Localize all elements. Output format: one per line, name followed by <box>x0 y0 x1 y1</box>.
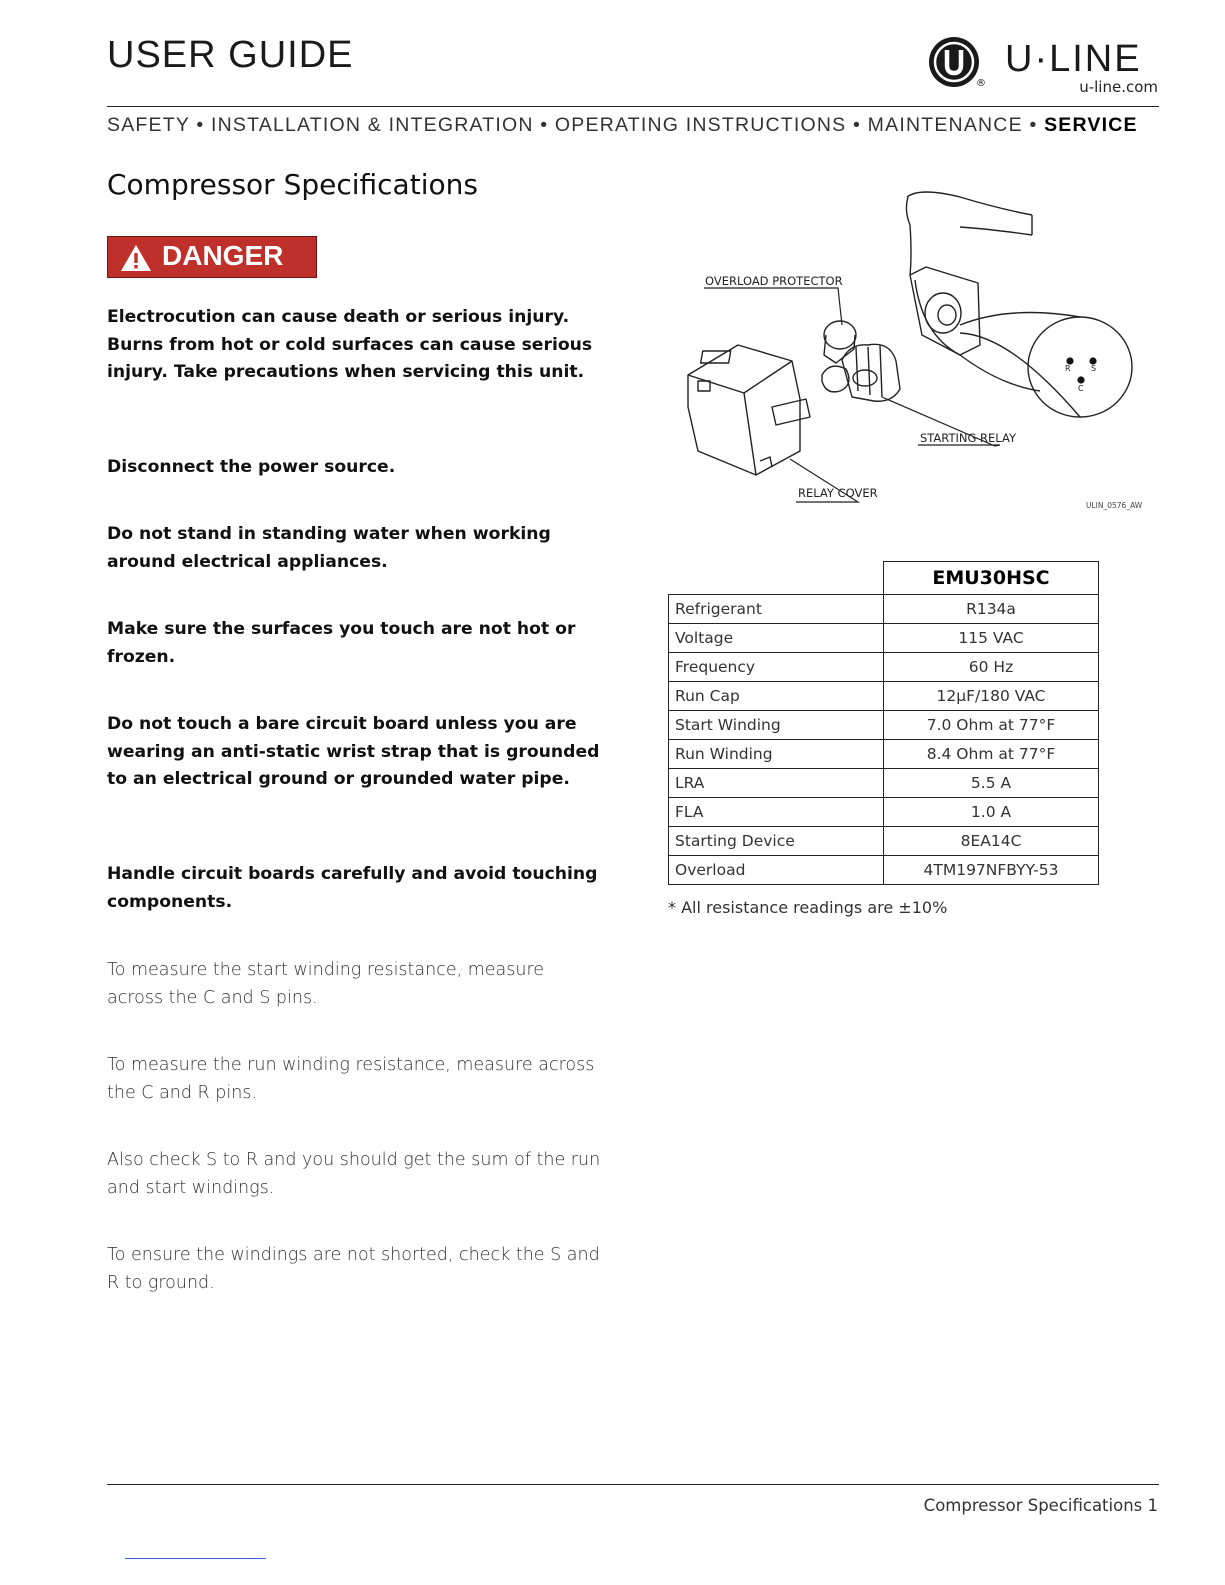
nav-item-installation[interactable]: INSTALLATION & INTEGRATION <box>210 114 534 136</box>
spec-label: Run Cap <box>669 682 884 711</box>
spec-label: Voltage <box>669 624 884 653</box>
nav-item-service[interactable]: SERVICE <box>1044 114 1138 136</box>
spec-label: FLA <box>669 798 884 827</box>
nav-separator: • <box>853 114 862 136</box>
label-pin-c: C <box>1078 384 1084 393</box>
spec-value: 8EA14C <box>884 827 1099 856</box>
table-row <box>669 653 1099 682</box>
compressor-illustration <box>660 185 1160 520</box>
section-title: Compressor Specifications <box>107 168 478 201</box>
spec-value: 115 VAC <box>884 624 1099 653</box>
warning-text: Do not touch a bare circuit board unless you are wearing an anti-static wrist strap that is grounded to an electrical ground or grounded water pipe. <box>107 714 600 789</box>
nav-separator: • <box>196 114 205 136</box>
spec-value: 60 Hz <box>884 653 1099 682</box>
label-overload-protector: OVERLOAD PROTECTOR <box>705 274 843 288</box>
compressor-diagram <box>660 185 1160 520</box>
nav-separator: • <box>1029 114 1038 136</box>
nav-item-operating[interactable]: OPERATING INSTRUCTIONS <box>554 114 847 136</box>
table-note: * All resistance readings are ±10% <box>668 898 948 917</box>
registered-mark: ® <box>976 78 986 89</box>
table-header-blank <box>669 562 884 595</box>
warning-text: Disconnect the power source. <box>107 457 396 477</box>
spec-value: 5.5 A <box>884 769 1099 798</box>
warning-text: Handle circuit boards carefully and avoid touching components. <box>107 864 598 912</box>
instruction-text: To ensure the windings are not shorted, check the S and R to ground. <box>107 1245 600 1293</box>
spec-label: Refrigerant <box>669 595 884 624</box>
table-row <box>669 740 1099 769</box>
brand-logo[interactable] <box>928 34 1160 98</box>
label-pin-r: R <box>1065 364 1071 373</box>
spec-table <box>668 561 1099 885</box>
instruction-text: Also check S to R and you should get the sum of the run and start windings. <box>107 1150 601 1198</box>
spec-label: Starting Device <box>669 827 884 856</box>
table-header-row <box>669 562 1099 595</box>
warning-triangle-icon <box>120 244 152 272</box>
page-title: USER GUIDE <box>107 34 354 76</box>
instruction-text: To measure the start winding resistance, measure across the C and S pins. <box>107 960 545 1008</box>
table-row <box>669 798 1099 827</box>
nav-item-maintenance[interactable]: MAINTENANCE <box>867 114 1023 136</box>
table-row <box>669 711 1099 740</box>
nav-separator: • <box>540 114 549 136</box>
spec-value: 1.0 A <box>884 798 1099 827</box>
table-row <box>669 856 1099 885</box>
table-row <box>669 624 1099 653</box>
warning-text: Do not stand in standing water when working around electrical appliances. <box>107 524 551 572</box>
spec-label: LRA <box>669 769 884 798</box>
label-pin-s: S <box>1091 364 1097 373</box>
danger-badge <box>107 236 317 278</box>
logo-wordmark: U·LINE <box>1005 38 1142 80</box>
spec-value: 7.0 Ohm at 77°F <box>884 711 1099 740</box>
table-row <box>669 827 1099 856</box>
spec-label: Run Winding <box>669 740 884 769</box>
table-row <box>669 769 1099 798</box>
spec-value: 8.4 Ohm at 77°F <box>884 740 1099 769</box>
footer-divider <box>107 1484 1159 1485</box>
link-underline <box>125 1558 266 1559</box>
model-header: EMU30HSC <box>884 562 1099 595</box>
warning-text: Electrocution can cause death or serious injury. Burns from hot or cold surfaces can cause serious injury. Take precautions when servicing this unit. <box>107 307 593 382</box>
nav-item-safety[interactable]: SAFETY <box>107 114 190 136</box>
table-row <box>669 682 1099 711</box>
header-divider <box>107 106 1159 107</box>
danger-label: DANGER <box>162 240 284 271</box>
table-row <box>669 595 1099 624</box>
spec-label: Start Winding <box>669 711 884 740</box>
spec-label: Frequency <box>669 653 884 682</box>
spec-value: 4TM197NFBYY-53 <box>884 856 1099 885</box>
page-footer: Compressor Specifications 1 <box>923 1496 1158 1515</box>
label-relay-cover: RELAY COVER <box>798 486 878 500</box>
spec-value: R134a <box>884 595 1099 624</box>
label-starting-relay: STARTING RELAY <box>920 431 1016 445</box>
logo-url[interactable]: u-line.com <box>1079 78 1158 96</box>
warning-text: Make sure the surfaces you touch are not hot or frozen. <box>107 619 576 667</box>
spec-label: Overload <box>669 856 884 885</box>
instruction-text: To measure the run winding resistance, measure across the C and R pins. <box>107 1055 595 1103</box>
section-nav <box>107 114 1159 137</box>
art-id: ULIN_0576_AW <box>1086 501 1143 510</box>
spec-value: 12μF/180 VAC <box>884 682 1099 711</box>
